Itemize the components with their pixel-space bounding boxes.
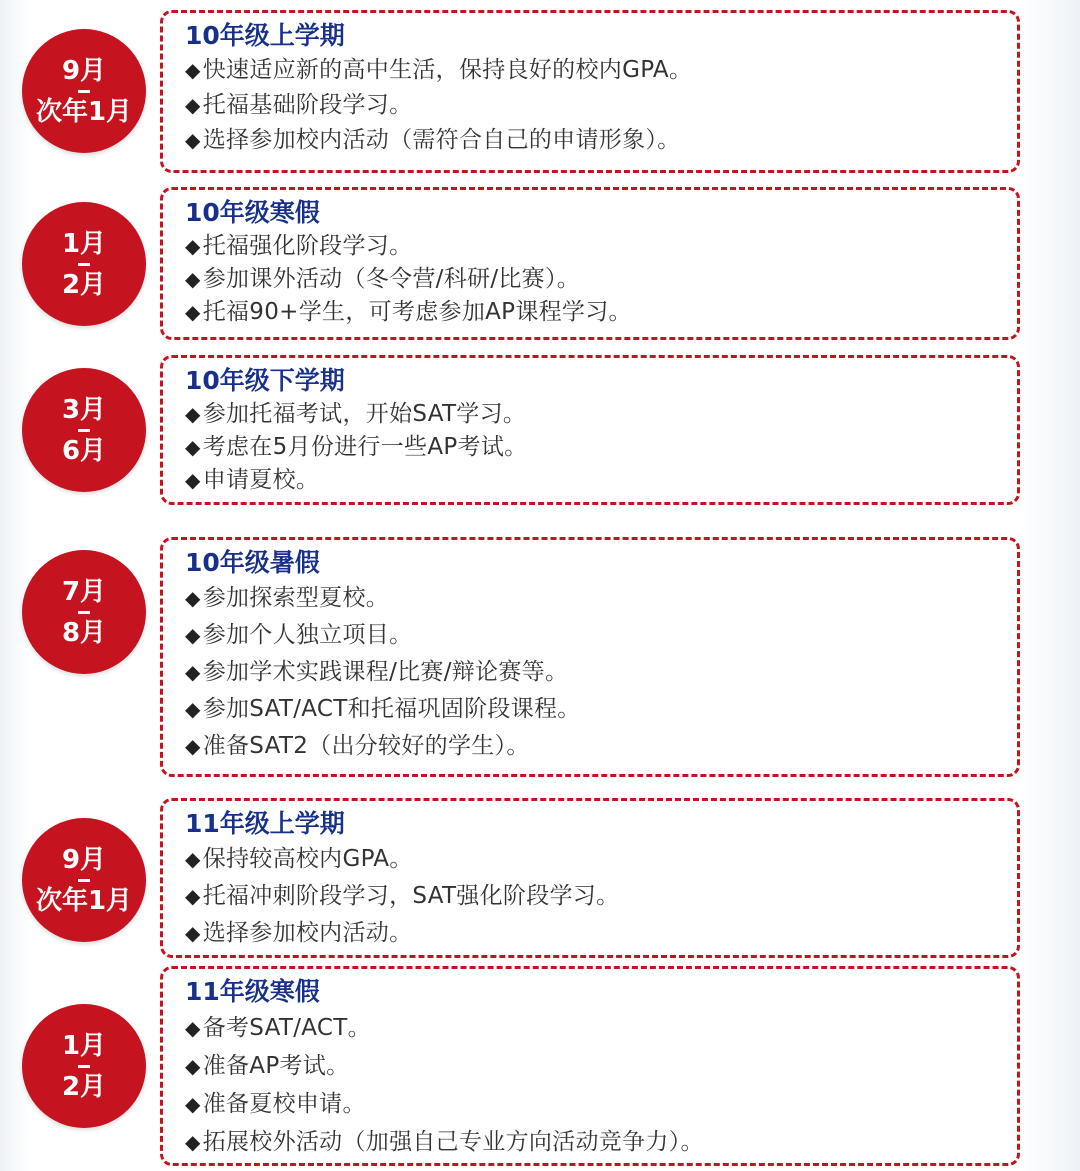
date-badge [22,29,146,153]
date-end: 6月 [61,435,107,466]
period-title: 10年级暑假 [185,548,320,577]
page-background-right [1020,0,1080,1171]
period-title: 10年级上学期 [185,21,345,50]
period-card [160,355,1020,505]
diamond-bullet-icon: ◆ [185,847,201,871]
list-item: ◆申请夏校。 [185,467,320,493]
diamond-bullet-icon: ◆ [185,402,201,426]
period-card [160,798,1020,958]
list-item: ◆保持较高校内GPA。 [185,846,413,872]
diamond-bullet-icon: ◆ [185,1130,201,1154]
diamond-bullet-icon: ◆ [185,884,201,908]
period-title: 11年级上学期 [185,809,345,838]
list-item: ◆托福冲刺阶段学习，SAT强化阶段学习。 [185,883,620,909]
date-end: 2月 [61,269,107,300]
date-dash [78,90,90,93]
period-title: 11年级寒假 [185,977,320,1006]
date-badge [22,1004,146,1128]
date-end: 次年1月 [35,96,133,127]
date-start: 3月 [61,394,107,425]
period-title: 10年级寒假 [185,198,320,227]
list-item: ◆参加托福考试，开始SAT学习。 [185,401,527,427]
diamond-bullet-icon: ◆ [185,1016,201,1040]
diamond-bullet-icon: ◆ [185,1054,201,1078]
list-item: ◆选择参加校内活动。 [185,920,413,946]
period-title: 10年级下学期 [185,366,345,395]
list-item: ◆准备AP考试。 [185,1053,350,1079]
diamond-bullet-icon: ◆ [185,128,201,152]
list-item: ◆参加SAT/ACT和托福巩固阶段课程。 [185,696,581,722]
diamond-bullet-icon: ◆ [185,734,201,758]
period-card [160,10,1020,173]
diamond-bullet-icon: ◆ [185,435,201,459]
date-start: 9月 [61,844,107,875]
list-item: ◆托福90+学生，可考虑参加AP课程学习。 [185,299,632,325]
list-item: ◆选择参加校内活动（需符合自己的申请形象）。 [185,127,681,153]
list-item: ◆准备夏校申请。 [185,1091,366,1117]
diamond-bullet-icon: ◆ [185,697,201,721]
date-badge [22,550,146,674]
date-start: 7月 [61,576,107,607]
date-dash [78,879,90,882]
diamond-bullet-icon: ◆ [185,468,201,492]
date-end: 次年1月 [35,885,133,916]
date-dash [78,1065,90,1068]
diamond-bullet-icon: ◆ [185,660,201,684]
list-item: ◆快速适应新的高中生活，保持良好的校内GPA。 [185,57,693,83]
date-start: 9月 [61,55,107,86]
diamond-bullet-icon: ◆ [185,93,201,117]
period-card [160,537,1020,777]
list-item: ◆考虑在5月份进行一些AP考试。 [185,434,528,460]
date-start: 1月 [61,228,107,259]
date-start: 1月 [61,1030,107,1061]
list-item: ◆参加探索型夏校。 [185,585,390,611]
date-dash [78,429,90,432]
date-end: 8月 [61,617,107,648]
date-badge [22,368,146,492]
list-item: ◆参加个人独立项目。 [185,622,413,648]
date-badge [22,202,146,326]
list-item: ◆参加学术实践课程/比赛/辩论赛等。 [185,659,569,685]
list-item: ◆托福强化阶段学习。 [185,233,413,259]
diamond-bullet-icon: ◆ [185,623,201,647]
date-badge [22,818,146,942]
period-card [160,966,1020,1166]
diamond-bullet-icon: ◆ [185,234,201,258]
diamond-bullet-icon: ◆ [185,921,201,945]
date-end: 2月 [61,1071,107,1102]
page-background-left [0,0,30,1171]
date-dash [78,611,90,614]
diamond-bullet-icon: ◆ [185,267,201,291]
list-item: ◆准备SAT2（出分较好的学生）。 [185,733,530,759]
list-item: ◆备考SAT/ACT。 [185,1015,371,1041]
date-dash [78,263,90,266]
diamond-bullet-icon: ◆ [185,586,201,610]
list-item: ◆参加课外活动（冬令营/科研/比赛）。 [185,266,581,292]
list-item: ◆拓展校外活动（加强自己专业方向活动竞争力）。 [185,1129,704,1155]
list-item: ◆托福基础阶段学习。 [185,92,413,118]
diamond-bullet-icon: ◆ [185,58,201,82]
period-card [160,187,1020,340]
diamond-bullet-icon: ◆ [185,1092,201,1116]
diamond-bullet-icon: ◆ [185,300,201,324]
